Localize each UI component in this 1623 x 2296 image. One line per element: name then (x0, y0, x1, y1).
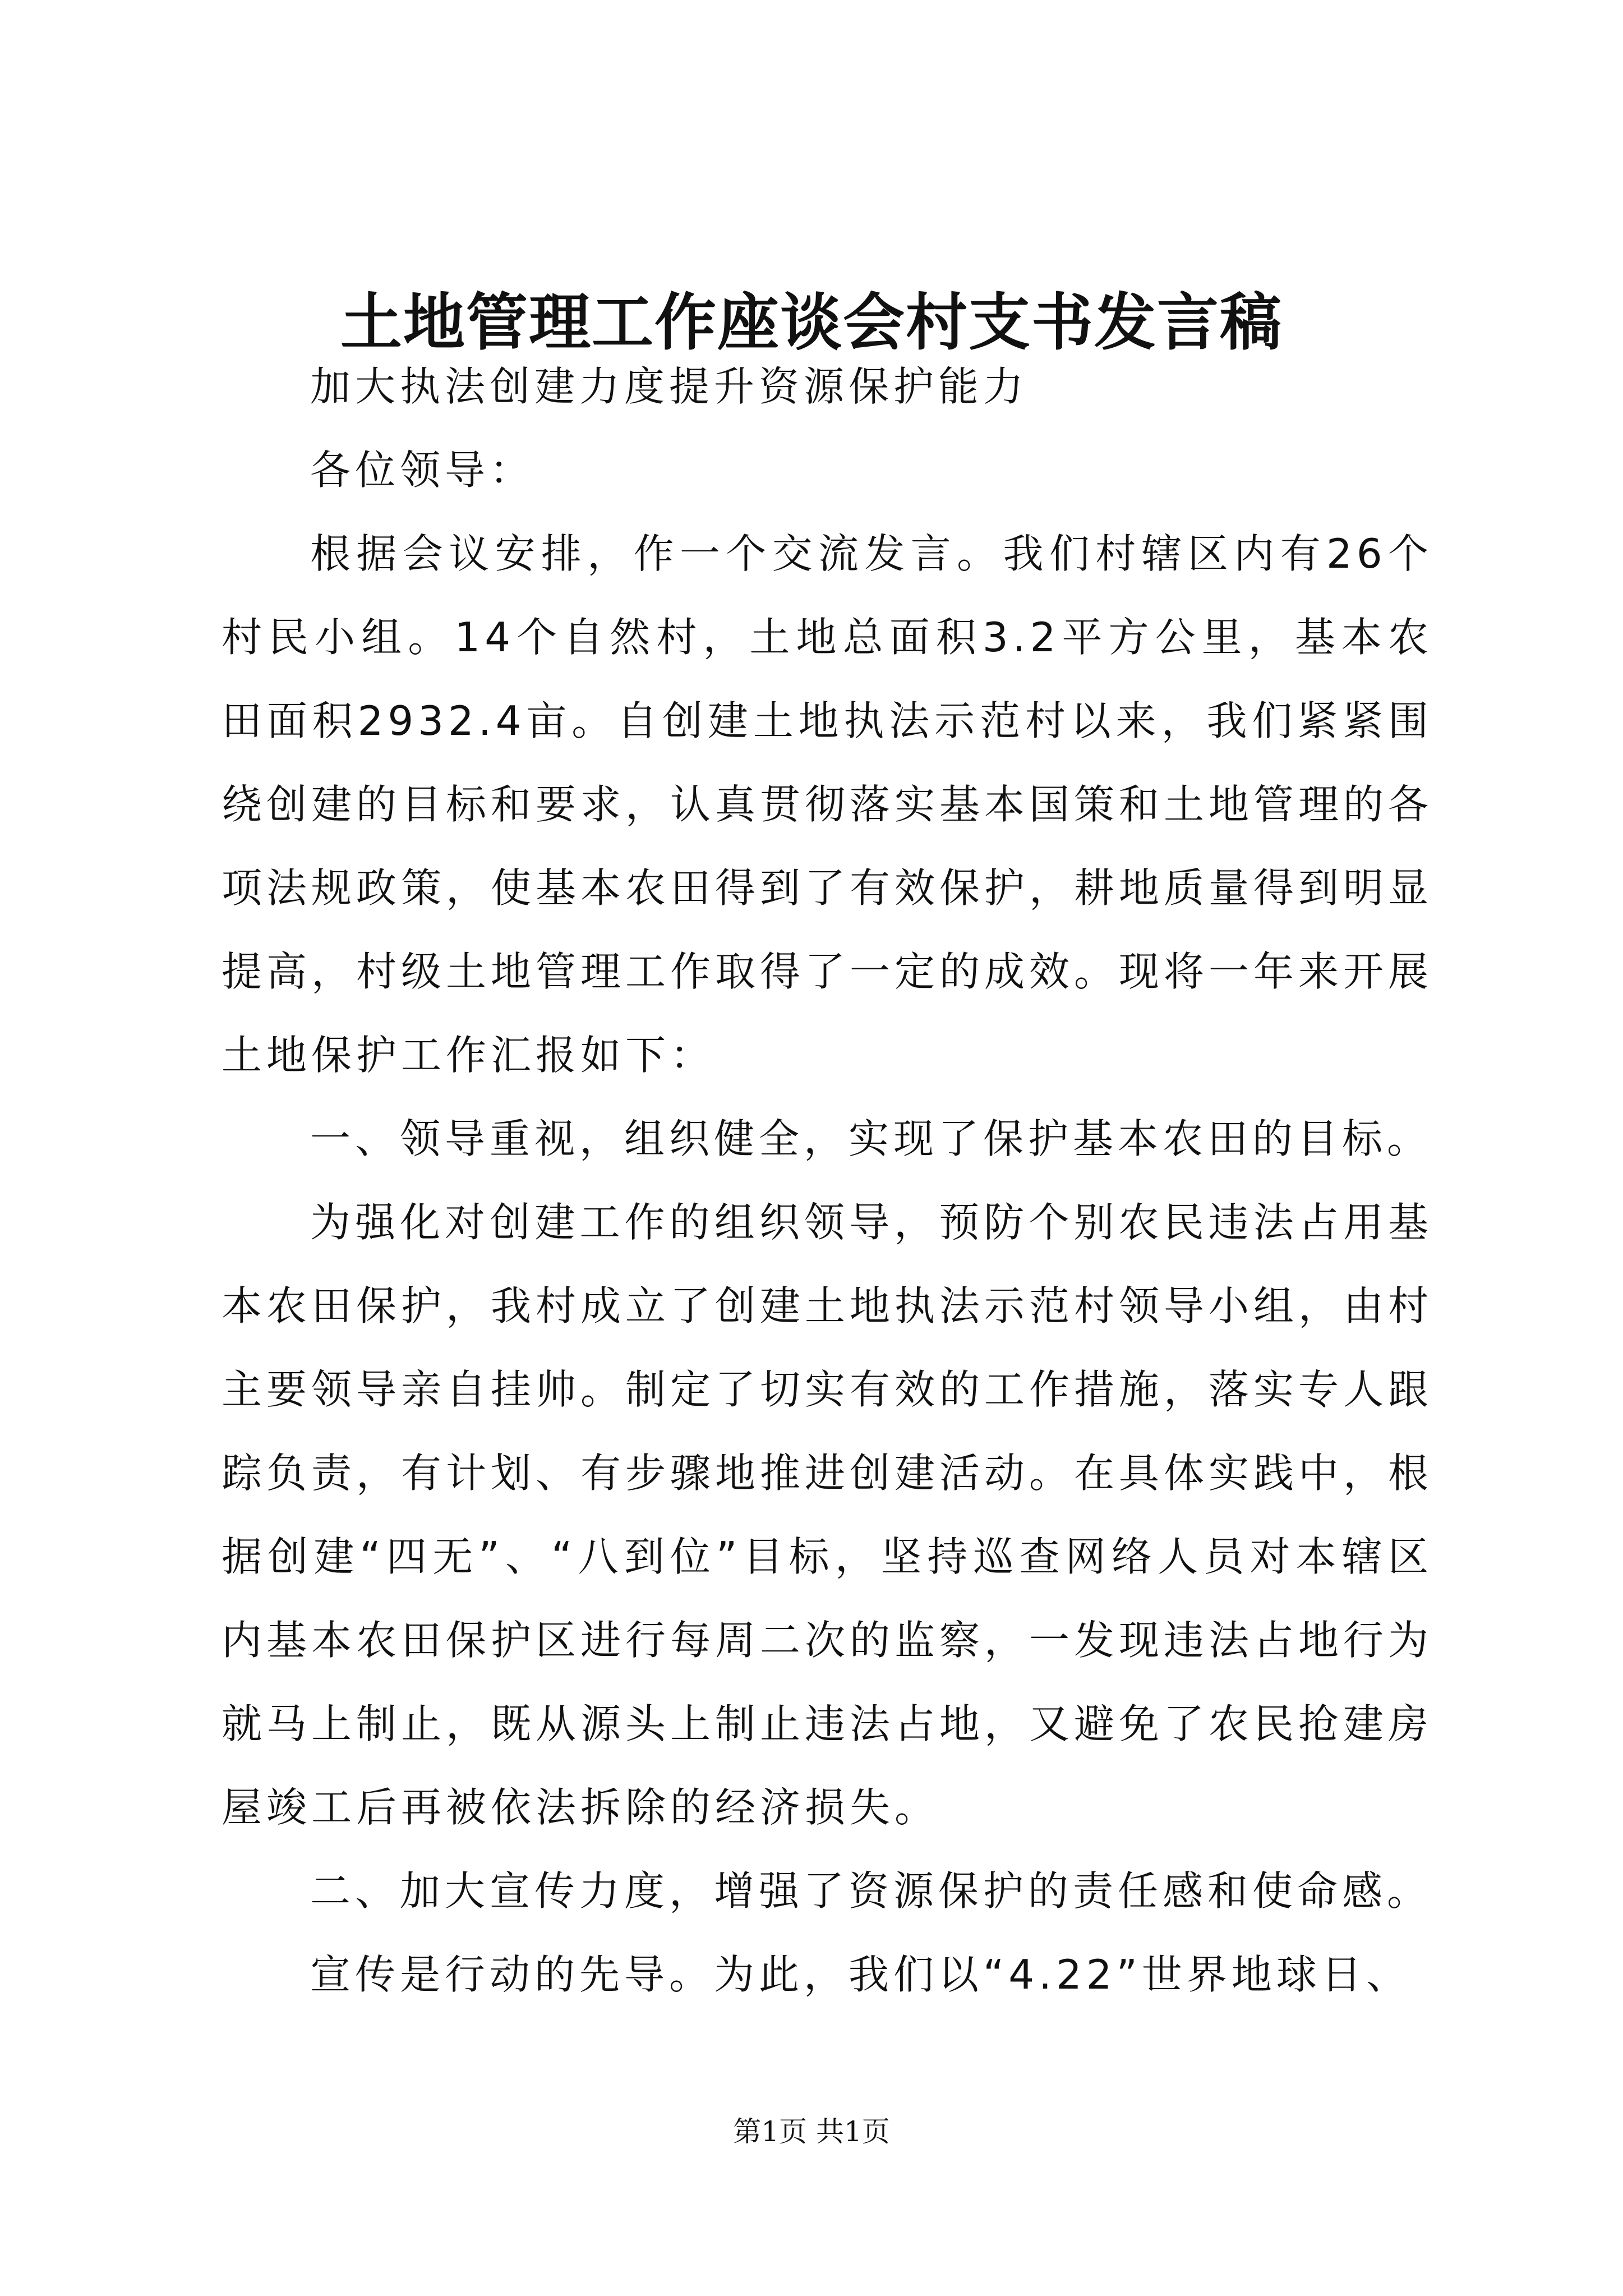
section-heading-1: 一、领导重视，组织健全，实现了保护基本农田的目标。 (310, 1115, 1432, 1162)
subtitle-paragraph: 加大执法创建力度提升资源保护能力 (310, 363, 1029, 410)
salutation-paragraph: 各位领导： (310, 447, 535, 494)
page-footer: 第1页 共1页 (733, 2115, 890, 2148)
section-paragraph-2: 宣传是行动的先导。为此，我们以“4.22”世界地球日、 (310, 1951, 1411, 1998)
intro-paragraph: 根据会议安排，作一个交流发言。我们村辖区内有26个村民小组。14个自然村，土地总面积3.2平方公里，基本农田面积2932.4亩。自创建土地执法示范村以来，我们紧紧围绕创建的目标和要求，认真贯彻落实基本国策和土地管理的各项法规政策，使基本农田得到了有效保护，耕地质量得到明显提高，村级土地管理工作取得了一定的成效。现将一年来开展土地保护工作汇报如下： (222, 530, 1433, 1079)
document-body (222, 345, 1433, 2017)
section-paragraph-1: 为强化对创建工作的组织领导，预防个别农民违法占用基本农田保护，我村成立了创建土地执法示范村领导小组，由村主要领导亲自挂帅。制定了切实有效的工作措施，落实专人跟踪负责，有计划、有步骤地推进创建活动。在具体实践中，根据创建“四无”、“八到位”目标，坚持巡查网络人员对本辖区内基本农田保护区进行每周二次的监察，一发现违法占地行为就马上制止，既从源头上制止违法占地，又避免了农民抢建房屋竣工后再被依法拆除的经济损失。 (222, 1199, 1433, 1831)
document-title: 土地管理工作座谈会村支书发言稿 (340, 286, 1283, 358)
section-heading-2: 二、加大宣传力度，增强了资源保护的责任感和使命感。 (310, 1867, 1432, 1915)
